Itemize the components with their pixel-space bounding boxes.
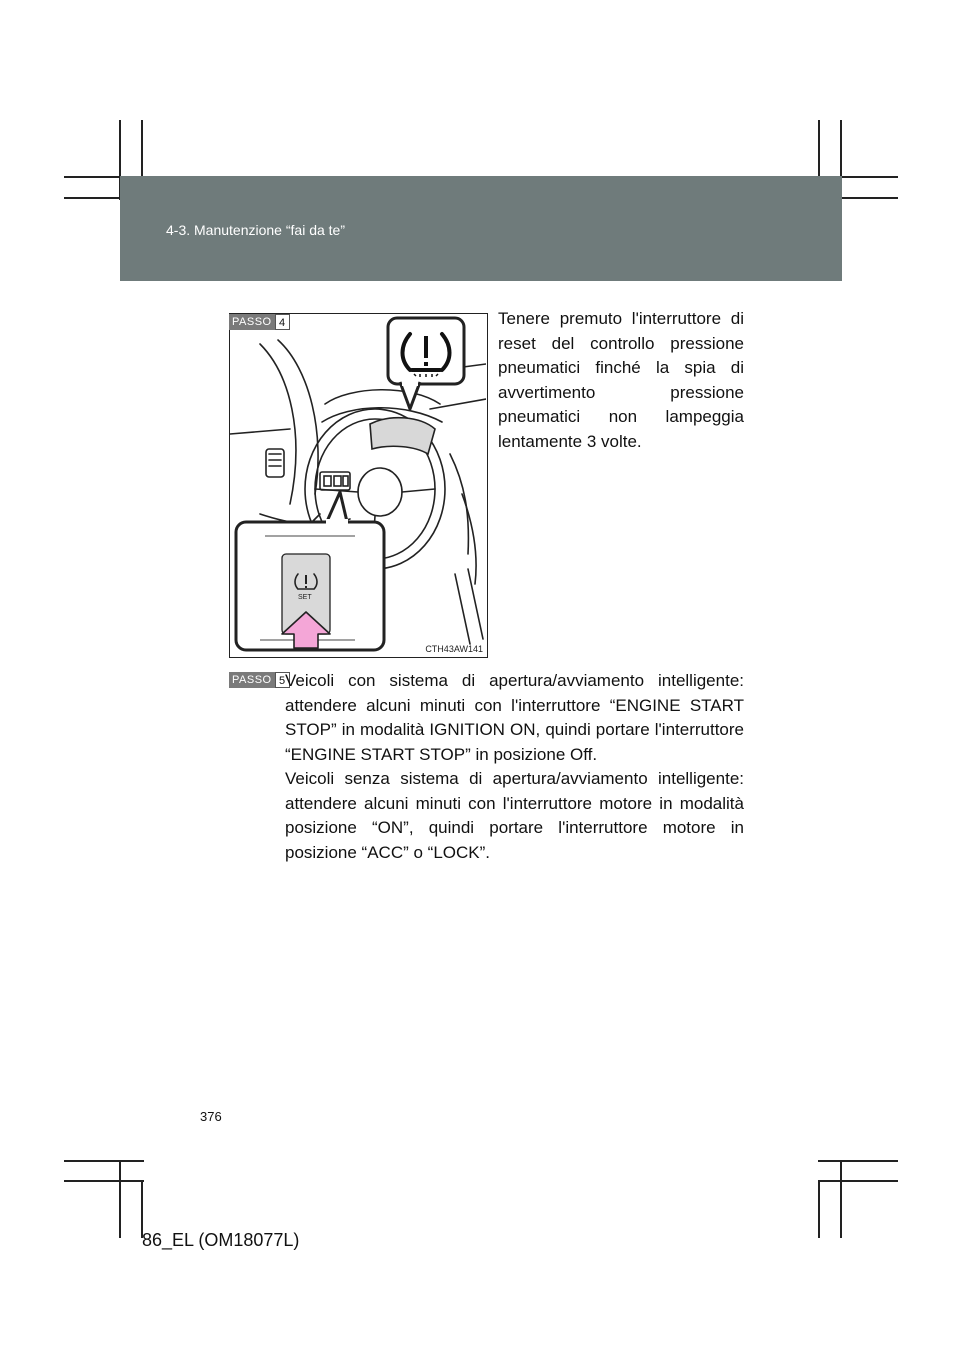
dashboard-drawing bbox=[230, 314, 486, 656]
crop-mark bbox=[64, 1160, 144, 1162]
set-label: SET bbox=[298, 594, 312, 601]
step-5-text bbox=[285, 669, 744, 865]
step-4-text: Tenere premuto l'interruttore di reset del controllo pressione pneumatici finché la spia di avvertimento pressione pneumatici non lampeggia lentamente 3 volte. bbox=[498, 309, 744, 451]
step-number: 5 bbox=[275, 672, 290, 688]
document-code: 86_EL (OM18077L) bbox=[142, 1230, 300, 1250]
section-title: 4-3. Manutenzione “fai da te” bbox=[166, 222, 345, 238]
crop-mark bbox=[818, 1180, 820, 1238]
steering-wheel-illustration bbox=[229, 313, 488, 658]
step-5-paragraph: Veicoli senza sistema di apertura/avviamento intelligente: attendere alcuni minuti con l'interruttore motore in modalità posizione “ON”, quindi portare l'interruttore motore in posizione “ACC” o “LOCK”. bbox=[285, 769, 744, 862]
crop-mark bbox=[818, 1160, 898, 1162]
crop-mark bbox=[818, 1180, 898, 1182]
step-badge-4 bbox=[229, 314, 290, 330]
step-badge-5 bbox=[229, 672, 290, 688]
step-5-paragraph: Veicoli con sistema di apertura/avviamento intelligente: attendere alcuni minuti con l'interruttore “ENGINE START STOP” in modalità IGNITION ON, quindi portare l'interruttore “ENGINE START STOP” in posizione Off. bbox=[285, 671, 744, 764]
crop-mark bbox=[119, 1160, 121, 1238]
step-label: PASSO bbox=[229, 672, 275, 688]
page-number: 376 bbox=[200, 1109, 222, 1124]
crop-mark bbox=[840, 1160, 842, 1238]
step-label: PASSO bbox=[229, 314, 275, 330]
figure-code: CTH43AW141 bbox=[425, 644, 483, 654]
step-number: 4 bbox=[275, 314, 290, 330]
crop-mark bbox=[64, 1180, 144, 1182]
